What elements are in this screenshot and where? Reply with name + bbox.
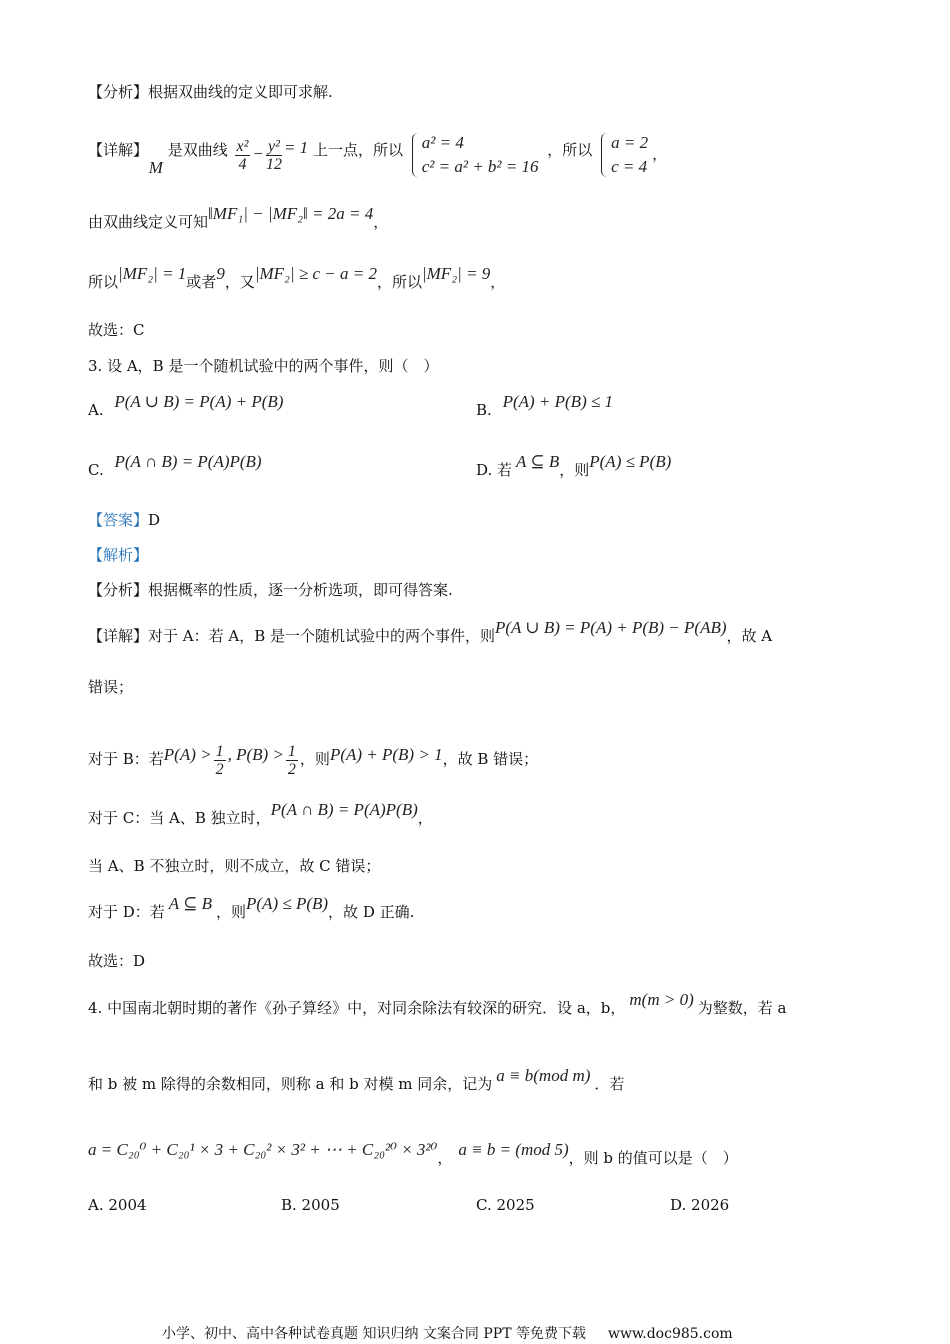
footer-site-link[interactable]: www.doc985.com bbox=[607, 1326, 733, 1342]
option-c-label: C. bbox=[88, 461, 104, 479]
q4-line-3 bbox=[88, 1140, 738, 1168]
q4-line-1 bbox=[88, 990, 787, 1018]
q3-options-row-2 bbox=[88, 452, 672, 480]
math-pb-gt: , P(B) > bbox=[227, 745, 284, 764]
comma: ， bbox=[373, 213, 389, 231]
text-by-definition: 由双曲线定义可知 bbox=[88, 213, 209, 231]
detail-line-3 bbox=[88, 264, 506, 292]
option-d-math-1: A ⊆ B bbox=[516, 452, 560, 471]
option-a-math: P(A ∪ B) = P(A) + P(B) bbox=[114, 392, 284, 411]
text-so: ，所以 bbox=[547, 141, 593, 159]
math-definition-eq: ‖MF₁| − |MF₂‖ = 2a = 4 bbox=[208, 204, 374, 223]
text-then: ，则 bbox=[299, 750, 330, 768]
detail-text: 对于 D：若 bbox=[88, 903, 165, 921]
math-union-formula: P(A ∪ B) = P(A) + P(B) − P(AB) bbox=[495, 618, 727, 637]
math-nine: 9 bbox=[216, 264, 225, 283]
answer-line-block1: 故选：C bbox=[88, 321, 145, 339]
question-3-title: 3. 设 A，B 是一个随机试验中的两个事件，则（ ） bbox=[88, 357, 439, 375]
q4-text-5: ，则 b 的值可以是（ ） bbox=[568, 1149, 738, 1167]
option-d-math-2: P(A) ≤ P(B) bbox=[589, 452, 672, 471]
comma: ， bbox=[652, 145, 668, 163]
text-so: ，所以 bbox=[376, 273, 422, 291]
q4-text-3: 和 b 被 m 除得的余数相同，则称 a 和 b 对模 m 同余，记为 bbox=[88, 1075, 493, 1093]
option-d bbox=[476, 452, 672, 480]
detail-text-end: ，故 B 错误； bbox=[442, 750, 539, 768]
answer-value: D bbox=[148, 511, 161, 529]
option-b bbox=[476, 392, 614, 420]
option-b-label: B. bbox=[476, 401, 492, 419]
comma: ， bbox=[417, 809, 433, 827]
math-mf2-eq-1: |MF₂| = 1 bbox=[118, 264, 187, 283]
system-equations-2: a = 2 c = 4 bbox=[601, 131, 648, 179]
comma: ， bbox=[437, 1149, 453, 1167]
detail-text: 对于 A：若 A，B 是一个随机试验中的两个事件，则 bbox=[148, 627, 496, 645]
text-and: ，又 bbox=[224, 273, 255, 291]
math-m-positive: m(m > 0) bbox=[629, 990, 694, 1009]
comma: ， bbox=[490, 273, 506, 291]
text-or: 或者 bbox=[186, 273, 217, 291]
detail-line-1: 【详解】 M 是双曲线 $\frac{\text{x²}}{4}$ − $\frac{\text{y²}}{12}$ = 1 上一点，所以 a² = 4 c² = a² + b² = 16 ，所以 a = 2 c = 4 ， bbox=[88, 133, 668, 177]
footer-text: 小学、初中、高中各种试卷真题 知识归纳 文案合同 PPT 等免费下载 bbox=[162, 1326, 586, 1342]
detail-line-2 bbox=[88, 204, 389, 232]
math-subset: A ⊆ B bbox=[168, 894, 213, 913]
detail-tag: 【详解】 bbox=[88, 141, 149, 159]
q4-text-1: 4. 中国南北朝时期的著作《孙子算经》中，对同余除法有较深的研究．设 a，b， bbox=[88, 999, 626, 1017]
fraction-x2-over-4: $\frac{\text{x²}}{4}$ bbox=[236, 137, 249, 173]
math-point-m: M bbox=[148, 158, 163, 177]
q3-detail-line-1b: 错误； bbox=[88, 678, 134, 696]
option-d-label: D. 若 bbox=[476, 461, 513, 479]
system-equations-1: a² = 4 c² = a² + b² = 16 bbox=[412, 131, 539, 179]
q4-text-2: 为整数，若 a bbox=[697, 999, 787, 1017]
q4-option-c: C. 2025 bbox=[476, 1196, 535, 1214]
math-pa-le-pb: P(A) ≤ P(B) bbox=[246, 894, 329, 913]
analysis-text: 根据双曲线的定义即可求解. bbox=[148, 83, 333, 101]
math-binomial-sum: a = C₂₀⁰ + C₂₀¹ × 3 + C₂₀² × 3² + ⋯ + C₂₀²⁰ × 3²⁰ bbox=[88, 1140, 438, 1159]
text-so: 所以 bbox=[88, 273, 119, 291]
fraction-y2-over-12: $\frac{\text{y²}}{12}$ bbox=[265, 137, 282, 173]
text-then: ，则 bbox=[216, 903, 247, 921]
detail-text-end: ，故 A bbox=[726, 627, 773, 645]
q3-analysis-line bbox=[88, 580, 453, 600]
answer-tag: 【答案】 bbox=[88, 511, 149, 529]
option-b-math: P(A) + P(B) ≤ 1 bbox=[502, 392, 614, 411]
detail-text: 对于 B：若 bbox=[88, 750, 164, 768]
q4-option-a: A. 2004 bbox=[88, 1196, 147, 1214]
detail-tag: 【详解】 bbox=[88, 627, 149, 645]
q3-detail-line-3 bbox=[88, 800, 433, 828]
fraction-half-1: $\frac{1}{2}$ bbox=[215, 742, 224, 778]
q3-detail-line-5 bbox=[88, 894, 415, 922]
q3-options-row-1 bbox=[88, 392, 614, 420]
q3-detail-line-4: 当 A、B 不独立时，则不成立，故 C 错误； bbox=[88, 857, 381, 875]
text-point-on: 上一点，所以 bbox=[312, 141, 403, 159]
q4-option-b: B. 2005 bbox=[281, 1196, 340, 1214]
analysis-text: 根据概率的性质，逐一分析选项，即可得答案. bbox=[148, 581, 453, 599]
math-congruence: a ≡ b(mod m) bbox=[496, 1066, 591, 1085]
analysis-tag: 【分析】 bbox=[88, 83, 149, 101]
detail-text: 对于 C：当 A、B 独立时， bbox=[88, 809, 271, 827]
math-mf2-eq-9: |MF₂| = 9 bbox=[421, 264, 491, 283]
math-sum-gt-1: P(A) + P(B) > 1 bbox=[329, 745, 443, 764]
math-independent: P(A ∩ B) = P(A)P(B) bbox=[270, 800, 418, 819]
math-mod-5: a ≡ b = (mod 5) bbox=[458, 1140, 569, 1159]
q4-line-2 bbox=[88, 1066, 625, 1094]
math-equals-1: = 1 bbox=[283, 138, 309, 157]
analysis-tag: 【分析】 bbox=[88, 581, 149, 599]
text-then: ，则 bbox=[559, 461, 590, 479]
option-c-math: P(A ∩ B) = P(A)P(B) bbox=[114, 452, 262, 471]
q4-option-d: D. 2026 bbox=[670, 1196, 730, 1214]
option-a-label: A. bbox=[88, 401, 104, 419]
detail-text-end: ，故 D 正确. bbox=[328, 903, 415, 921]
analysis-line-1 bbox=[88, 82, 333, 102]
math-mf2-ge: |MF₂| ≥ c − a = 2 bbox=[254, 264, 377, 283]
math-pa-gt: P(A) > bbox=[163, 745, 212, 764]
q3-detail-line-1 bbox=[88, 618, 773, 646]
page-footer bbox=[162, 1323, 733, 1343]
q4-text-4: ．若 bbox=[594, 1075, 625, 1093]
jiexi-tag: 【解析】 bbox=[88, 546, 149, 564]
q3-detail-line-2 bbox=[88, 735, 538, 783]
fraction-half-2: $\frac{1}{2}$ bbox=[287, 742, 296, 778]
answer-line-q3-final: 故选：D bbox=[88, 952, 146, 970]
text-hyperbola: 是双曲线 bbox=[167, 141, 228, 159]
answer-line-q3 bbox=[88, 510, 160, 530]
